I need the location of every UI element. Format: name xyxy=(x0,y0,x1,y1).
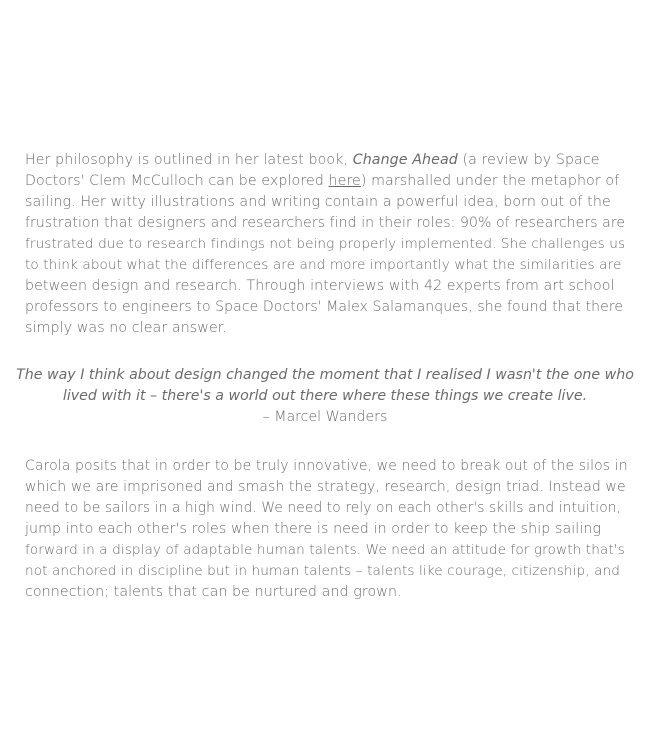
quote-line: lived with it – there's a world out there where these things we create live. xyxy=(62,388,588,404)
book-title: Change Ahead xyxy=(352,152,458,168)
paragraph-line: between design and research. Through interviews with 42 experts from art school xyxy=(25,278,615,294)
text-segment: ) marshalled under the metaphor of xyxy=(360,173,620,189)
paragraph-line xyxy=(25,171,630,192)
quote-attribution: – Marcel Wanders xyxy=(262,409,388,425)
paragraph-line: need to be sailors in a high wind. We need to rely on each other's skills and intuition, xyxy=(25,500,622,516)
article-paragraph-1 xyxy=(25,150,630,339)
text-segment: Doctors' Clem McCulloch can be explored xyxy=(25,173,329,189)
paragraph-line: professors to engineers to Space Doctors' Malex Salamanques, she found that there xyxy=(25,299,624,315)
paragraph-line xyxy=(25,150,630,171)
paragraph-line: frustrated due to research findings not being properly implemented. She challenges us xyxy=(25,236,626,252)
paragraph-line: to think about what the differences are and more importantly what the similarities are xyxy=(25,257,622,273)
review-link[interactable]: here xyxy=(328,173,361,189)
pull-quote xyxy=(0,365,650,428)
paragraph-line: forward in a display of adaptable human talents. We need an attitude for growth that's xyxy=(25,542,625,558)
paragraph-line: not anchored in discipline but in human talents – talents like courage, citizenship, and xyxy=(25,563,620,579)
paragraph-line: sailing. Her witty illustrations and writing contain a powerful idea, born out of the xyxy=(25,194,611,210)
paragraph-line: frustration that designers and researchers find in their roles: 90% of researchers are xyxy=(25,215,626,231)
paragraph-line: Carola posits that in order to be truly innovative, we need to break out of the silos in xyxy=(25,458,628,474)
quote-line: The way I think about design changed the moment that I realised I wasn't the one who xyxy=(16,367,634,383)
paragraph-line: jump into each other's roles when there is need in order to keep the ship sailing xyxy=(25,521,602,537)
text-segment: Her philosophy is outlined in her latest book, xyxy=(25,152,353,168)
paragraph-line: connection; talents that can be nurtured and grown. xyxy=(25,584,402,600)
text-segment: (a review by Space xyxy=(457,152,600,168)
paragraph-line: simply was no clear answer. xyxy=(25,320,228,336)
paragraph-line: which we are imprisoned and smash the strategy, research, design triad. Instead we xyxy=(25,479,626,495)
article-paragraph-2 xyxy=(25,456,630,603)
